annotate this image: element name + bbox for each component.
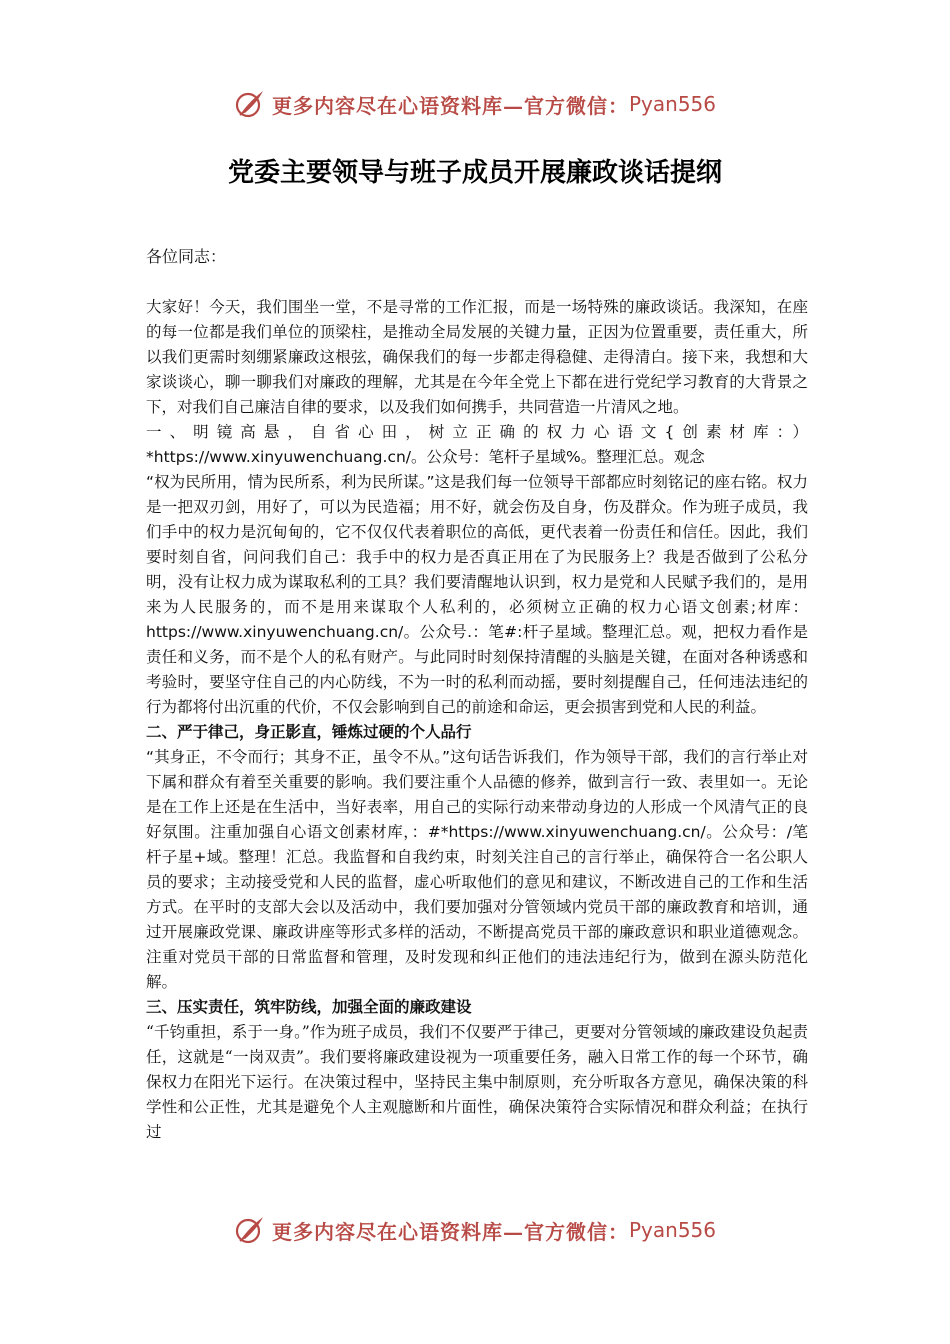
section-1-paragraph: “权为民所用，情为民所系，利为民所谋。”这是我们每一位领导干部都应时刻铭记的座右铭。权力是一把双刃剑，用好了，可以为民造福；用不好，就会伤及自身，伤及群众。作为班子成员，我们手中的权力是沉甸甸的，它不仅仅代表着职位的高低，更代表着一份责任和信任。因此，我们要时刻自省，问问我们自己：我手中的权力是否真正用在了为民服务上？我是否做到了公私分明，没有让权力成为谋取私利的工具？我们要清醒地认识到，权力是党和人民赋予我们的，是用来为人民服务的，而不是用来谋取个人私利的，必须树立正确的权力心语文创素;材库：https://www.xinyuwenchuang.cn/。公众号.：笔#:杆子星域。整理汇总。观，把权力看作是责任和义务，而不是个人的私有财产。与此同时时刻保持清醒的头脑是关键，在面对各种诱惑和考验时，要坚守住自己的内心防线，不为一时的私利而动摇，要时刻提醒自己，任何违法违纪的行为都将付出沉重的代价，不仅会影响到自己的前途和命运，更会损害到党和人民的利益。 bbox=[146, 473, 808, 716]
header-banner bbox=[0, 84, 950, 124]
quill-logo-icon bbox=[234, 88, 266, 120]
document-title: 党委主要领导与班子成员开展廉政谈话提纲 bbox=[227, 158, 722, 188]
banner-wechat-id: Pyan556 bbox=[628, 1218, 716, 1242]
banner-wechat-id: Pyan556 bbox=[628, 92, 716, 116]
quill-logo-icon bbox=[234, 1214, 266, 1246]
section-2-heading: 二、严于律己，身正影直，锤炼过硬的个人品行 bbox=[146, 723, 472, 741]
footer-banner bbox=[0, 1210, 950, 1250]
document-body bbox=[146, 295, 808, 1145]
salutation: 各位同志： bbox=[146, 247, 227, 266]
banner-text: 更多内容尽在心语资料库—官方微信： bbox=[271, 1219, 629, 1244]
section-3-paragraph: “千钧重担，系于一身。”作为班子成员，我们不仅要严于律己，更要对分管领域的廉政建设负起责任，这就是“一岗双责”。我们要将廉政建设视为一项重要任务，融入日常工作的每一个环节，确保权力在阳光下运行。在决策过程中，坚持民主集中制原则，充分听取各方意见，确保决策的科学性和公正性，尤其是避免个人主观臆断和片面性，确保决策符合实际情况和群众利益；在执行过 bbox=[146, 1023, 808, 1141]
section-2-paragraph: “其身正，不令而行；其身不正，虽令不从。”这句话告诉我们，作为领导干部，我们的言行举止对下属和群众有着至关重要的影响。我们要注重个人品德的修养，做到言行一致、表里如一。无论是在工作上还是在生活中，当好表率，用自己的实际行动来带动身边的人形成一个风清气正的良好氛围。注重加强自心语文创素材库，：#*https://www.xinyuwenchuang.cn/。公众号：/笔杆子星+域。整理！汇总。我监督和自我约束，时刻关注自己的言行举止，确保符合一名公职人员的要求；主动接受党和人民的监督，虚心听取他们的意见和建议，不断改进自己的工作和生活方式。在平时的支部大会以及活动中，我们要加强对分管领域内党员干部的廉政教育和培训，通过开展廉政党课、廉政讲座等形式多样的活动，不断提高党员干部的廉政意识和职业道德观念。注重对党员干部的日常监督和管理，及时发现和纠正他们的违法违纪行为，做到在源头防范化解。 bbox=[146, 748, 808, 991]
banner-text: 更多内容尽在心语资料库—官方微信： bbox=[271, 93, 629, 118]
section-3-heading: 三、压实责任，筑牢防线，加强全面的廉政建设 bbox=[146, 998, 472, 1016]
intro-paragraph: 大家好！今天，我们围坐一堂，不是寻常的工作汇报，而是一场特殊的廉政谈话。我深知，在座的每一位都是我们单位的顶梁柱，是推动全局发展的关键力量，正因为位置重要，责任重大，所以我们更需时刻绷紧廉政这根弦，确保我们的每一步都走得稳健、走得清白。接下来，我想和大家谈谈心，聊一聊我们对廉政的理解，尤其是在今年全党上下都在进行党纪学习教育的大背景之下，对我们自己廉洁自律的要求，以及我们如何携手，共同营造一片清风之地。 bbox=[146, 298, 808, 416]
section-1-heading: 一、明镜高悬，自省心田，树立正确的权力心语文{创素材库：）*https://www.xinyuwenchuang.cn/。公众号：笔杆子星域%。整理汇总。观念 bbox=[146, 423, 808, 466]
